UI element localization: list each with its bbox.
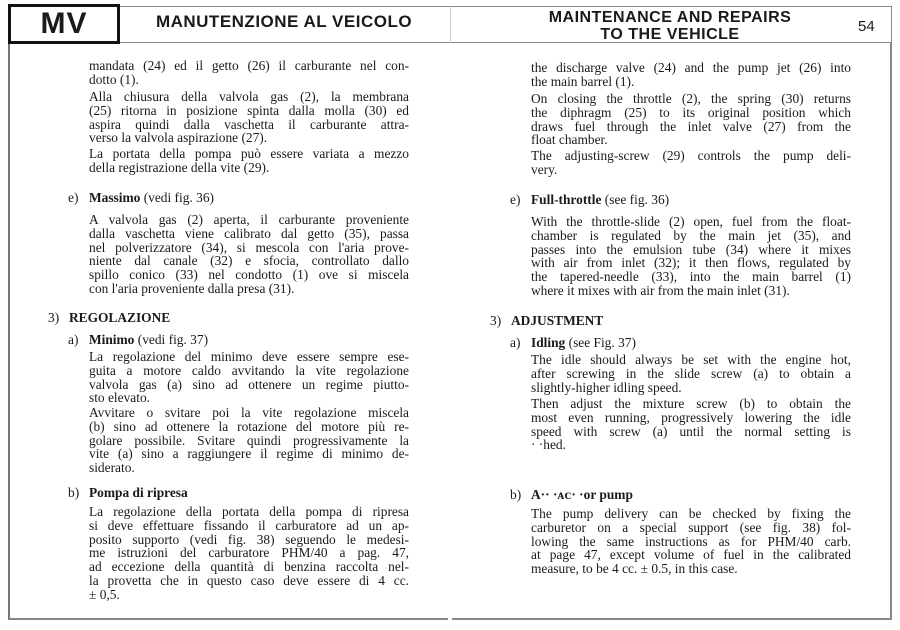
text-line: slightly-higher idling speed. <box>531 379 682 395</box>
text-line: guita a motore caldo avvitando la vite regolazione <box>89 362 409 378</box>
paragraph <box>89 350 409 405</box>
text-line: Then adjust the mixture screw (b) to obtain the <box>531 396 851 411</box>
text-line: · ·hed. <box>531 437 566 453</box>
figure-reference: (vedi fig. 37) <box>137 332 209 347</box>
page-number: 54 <box>858 18 875 35</box>
text-line: La regolazione del minimo deve essere sempre ese- <box>89 349 409 364</box>
subsection-heading <box>510 336 636 350</box>
heading-label: 3) <box>48 310 60 325</box>
text-line: chamber is regulated by the main jet (35), and <box>531 227 851 243</box>
heading-title: A·· ·ᴀᴄ· ·or pump <box>531 487 633 502</box>
text-line: La portata della pompa può essere variata a mezzo <box>89 146 409 161</box>
text-line: ad eccezione della quantità di benzina raccolta nel- <box>89 559 409 575</box>
text-line: con l'aria proveniente dalla presa (31). <box>89 280 295 296</box>
text-line: draws fuel through the inlet valve (27) from the <box>531 118 851 134</box>
text-line: nel polverizzatore (34), si mescola con l'aria prove- <box>89 239 409 255</box>
text-line: (25) ritorna in posizione spinta dalla molla (30) ed <box>89 102 409 118</box>
text-line: siderato. <box>89 460 135 476</box>
paragraph <box>531 353 851 394</box>
page-title-english <box>470 9 870 43</box>
text-line: niente dal canale (32) e sfocia, controllato dallo <box>89 253 409 269</box>
heading-title: Massimo <box>89 190 141 205</box>
text-line: measure, to be 4 cc. ± 0.5, in this case. <box>531 561 738 577</box>
subsection-heading <box>68 486 188 500</box>
text-line: La regolazione della portata della pompa di ripresa <box>89 504 409 519</box>
text-line: golare possibile. Svitare quindi progressivamente la <box>89 432 409 448</box>
paragraph <box>531 92 851 147</box>
text-line: valvola gas (a) sino ad ottenere un regime piutto- <box>89 376 409 392</box>
header-top-rule <box>120 6 892 7</box>
text-line: carburetor on a special support (see fig. 38) fol- <box>531 519 851 535</box>
page-divider <box>450 6 451 43</box>
subsection-heading <box>510 488 633 502</box>
text-line: la provetta che in questo caso deve essere di 4 cc. <box>89 572 409 588</box>
text-line: The idle should always be set with the engine hot, <box>531 352 851 367</box>
text-line: the diphragm (25) to its original position which <box>531 104 851 120</box>
text-line: very. <box>531 161 558 177</box>
subsection-heading <box>510 193 669 207</box>
header-right-rule <box>891 6 892 43</box>
heading-title: Idling <box>531 335 566 350</box>
text-line: dalla vaschetta viene calibrato dal getto (35), passa <box>89 225 409 241</box>
text-line: the tapered-needle (33), into the main barrel (1) <box>531 269 851 285</box>
heading-title: Full-throttle <box>531 192 602 207</box>
text-line: speed with screw (a) until the normal setting is <box>531 423 851 439</box>
text-line: mandata (24) ed il getto (26) il carburante nel con- <box>89 58 409 73</box>
section-badge: MV <box>8 4 120 44</box>
paragraph <box>531 149 851 177</box>
text-line: me istruzioni del carburatore PHM/40 a pag. 47, <box>89 545 409 561</box>
text-line: float chamber. <box>531 132 608 148</box>
text-line: most even running, progressively lowering the idle <box>531 409 851 425</box>
heading-title: Minimo <box>89 332 135 347</box>
paragraph <box>89 505 409 602</box>
section-heading <box>490 314 603 328</box>
text-line: dotto (1). <box>89 71 139 87</box>
paragraph <box>89 213 409 296</box>
heading-title: REGOLAZIONE <box>69 310 171 325</box>
paragraph <box>531 397 851 452</box>
heading-label: a) <box>68 332 79 347</box>
heading-label: 3) <box>490 313 502 328</box>
text-line: The pump delivery can be checked by fixing the <box>531 506 851 521</box>
heading-title: Pompa di ripresa <box>89 485 188 500</box>
text-line: (b) sino ad ottenere la rotazione del motore più re- <box>89 418 409 434</box>
text-line: With the throttle-slide (2) open, fuel from the float- <box>531 214 851 229</box>
title-line-1: MAINTENANCE AND REPAIRS <box>548 9 792 26</box>
text-line: della registrazione della vite (29). <box>89 159 270 175</box>
text-line: after screwing in the slide screw (a) to obtain a <box>531 365 851 381</box>
text-line: Avvitare o svitare poi la vite regolazione miscela <box>89 405 409 420</box>
page-title-italian: MANUTENZIONE AL VEICOLO <box>155 12 413 31</box>
paragraph <box>89 59 409 87</box>
text-line: the main barrel (1). <box>531 73 635 89</box>
heading-label: b) <box>510 487 522 502</box>
heading-label: e) <box>510 192 521 207</box>
text-line: with air from inlet (32); it then flows, regulated by <box>531 255 851 271</box>
text-line: where it mixes with air from the main inlet (31). <box>531 282 790 298</box>
paragraph <box>531 61 851 89</box>
text-line: ± 0,5. <box>89 586 120 602</box>
paragraph <box>531 215 851 298</box>
text-line: verso la valvola aspirazione (27). <box>89 130 268 146</box>
text-line: the discharge valve (24) and the pump jet (26) into <box>531 60 851 75</box>
subsection-heading <box>68 191 214 205</box>
paragraph <box>531 507 851 576</box>
text-line: posito supporto (vedi fig. 38) seguendo le medesi- <box>89 531 409 547</box>
text-line: Alla chiusura della valvola gas (2), la membrana <box>89 89 409 104</box>
heading-label: a) <box>510 335 521 350</box>
text-line: spillo conico (33) nel condotto (1) ove si miscela <box>89 267 409 283</box>
paragraph <box>89 406 409 475</box>
paragraph <box>89 90 409 145</box>
heading-label: b) <box>68 485 80 500</box>
text-line: lowing the same instructions as for PHM/40 carb. <box>531 533 851 549</box>
heading-title: ADJUSTMENT <box>511 313 604 328</box>
paragraph <box>89 147 409 175</box>
text-line: passes into the emulsion tube (34) where it mixes <box>531 241 851 257</box>
title-line-2: TO THE VEHICLE <box>600 26 740 43</box>
figure-reference: (vedi fig. 36) <box>143 190 214 205</box>
figure-reference: (see fig. 36) <box>604 192 670 207</box>
text-line: si deve effettuare fissando il carburatore ad un ap- <box>89 517 409 533</box>
text-line: The adjusting-screw (29) controls the pump deli- <box>531 148 851 163</box>
text-line: aspira quindi dalla vaschetta il carburante attra- <box>89 116 409 132</box>
text-line: On closing the throttle (2), the spring (30) returns <box>531 91 851 106</box>
heading-label: e) <box>68 190 79 205</box>
text-line: vite (a) sino a raggiungere il regime di minimo de- <box>89 446 409 462</box>
section-heading <box>48 311 170 325</box>
text-line: at page 47, except volume of fuel in the calibrated <box>531 547 851 563</box>
text-line: A valvola gas (2) aperta, il carburante proveniente <box>89 212 409 227</box>
text-line: sto elevato. <box>89 390 150 406</box>
subsection-heading <box>68 333 208 347</box>
figure-reference: (see Fig. 37) <box>568 335 636 350</box>
